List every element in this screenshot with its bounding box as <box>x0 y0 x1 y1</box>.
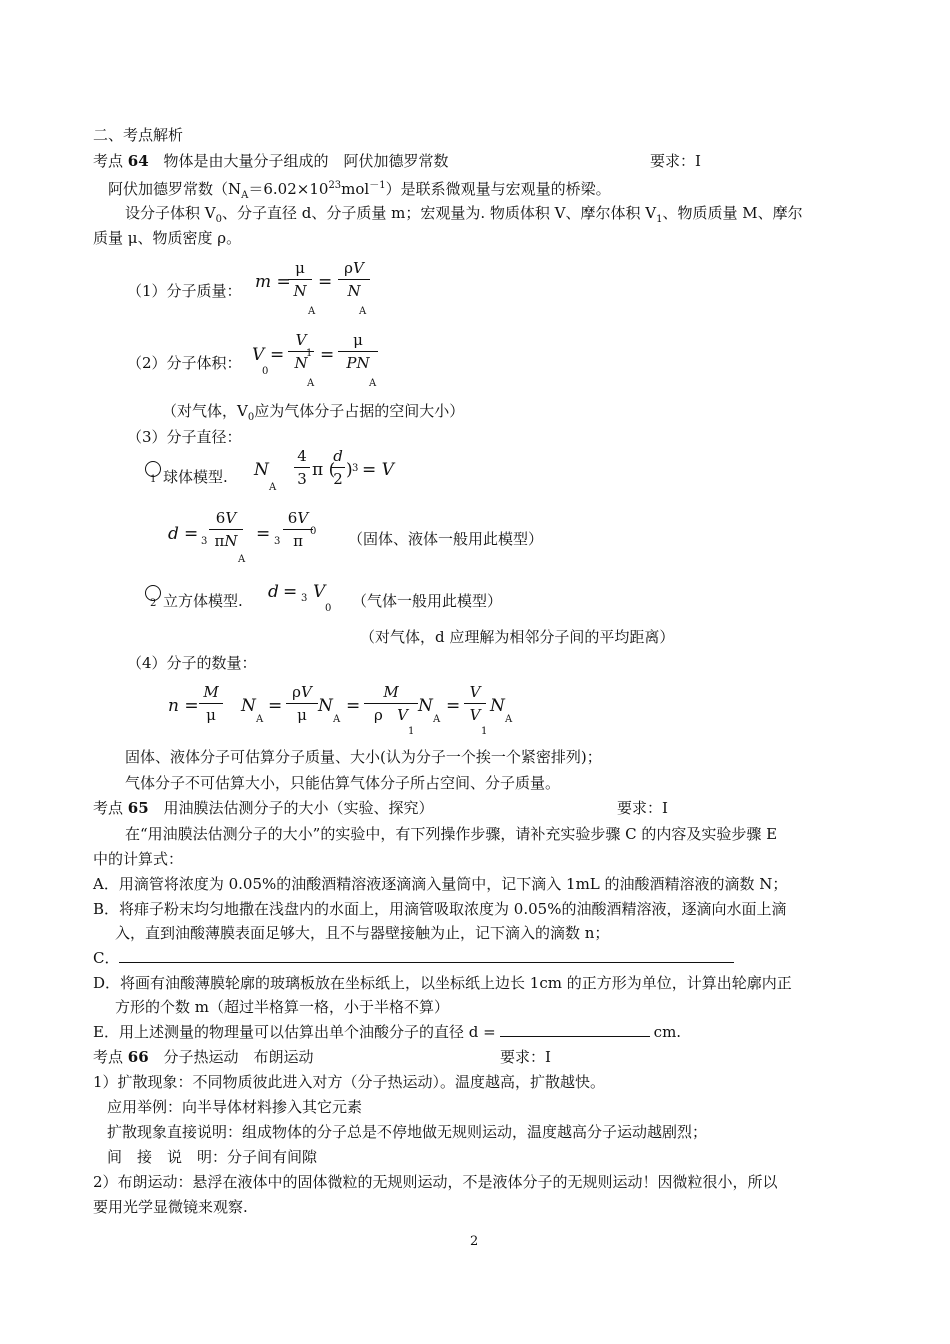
diffusion-definition: 1）扩散现象：不同物质彼此进入对方（分子热运动）。温度越高，扩散越快。 <box>93 1073 606 1091</box>
formula-v0: V <box>252 345 265 365</box>
k64-intro: 阿伏加德罗常数$(N_A=6.02\times 10^{23}mol^{-1})$是联系微观量与宏观量的桥梁。 <box>108 180 611 201</box>
brownian-definition: 2）布朗运动：悬浮在液体中的固体微粒的无规则运动，不是液体分子的无规则运动！因微粒很小，所以 <box>93 1173 778 1191</box>
frac-mu-over-na: μ N <box>288 258 312 301</box>
frac-6v-over-pina: 6V πN <box>209 508 243 551</box>
k66-requirement: 要求：Ⅰ <box>500 1048 551 1066</box>
k64-requirement: 要求：Ⅰ <box>650 152 701 170</box>
sphere-model-label: 球体模型. <box>163 468 228 486</box>
item-molecule-count: （4）分子的数量： <box>127 654 257 672</box>
gas-note: 气体分子不可估算大小，只能估算气体分子所占空间、分子质量。 <box>125 774 561 792</box>
frac-m-over-mu: M μ <box>199 682 223 725</box>
step-c: C． <box>93 947 734 968</box>
frac-d-over-2: d 2 <box>331 446 345 489</box>
cube-model-note: （气体一般用此模型） <box>352 592 503 610</box>
frac-mu-over-pna: μ PN <box>338 330 378 373</box>
step-b-cont: 入，直到油酸薄膜表面足够大，且不与器壁接触为止，记下滴入的滴数 n； <box>115 924 610 942</box>
cube-model-label: 立方体模型. <box>163 592 243 610</box>
solid-liquid-note: 固体、液体分子可估算分子质量、大小(认为分子一个挨一个紧密排列)； <box>125 748 602 766</box>
cube-gas-note: （对气体，d 应理解为相邻分子间的平均距离） <box>360 628 675 646</box>
section-title: 二、考点解析 <box>93 126 184 144</box>
diffusion-indirect: 间 接 说 明：分子间有间隙 <box>107 1148 318 1166</box>
k65-header: 考点 65 用油膜法估测分子的大小（实验、探究） <box>93 799 434 817</box>
step-e: E．用上述测量的物理量可以估算出单个油酸分子的直径 d = cm. <box>93 1023 682 1041</box>
step-d: D．将画有油酸薄膜轮廓的玻璃板放在坐标纸上，以坐标纸上边长 1cm 的正方形为单位，计算出轮廓内正 <box>93 974 792 992</box>
k64-definitions: 设分子体积 $V_0$、分子直径 d、分子质量 m；宏观量为. 物质体积 V、摩尔体积 $V_1$、物质质量 M、摩尔 <box>125 204 803 225</box>
frac-v-over-v1: V V <box>464 682 486 725</box>
step-c-blank[interactable] <box>119 948 734 963</box>
step-d-cont: 方形的个数 m（超过半格算一格，小于半格不算） <box>115 998 449 1016</box>
item-molecular-mass: （1）分子质量： <box>127 282 242 300</box>
k64-header <box>93 150 448 171</box>
sphere-model-note: （固体、液体一般用此模型） <box>348 530 544 548</box>
frac-m-over-rhov1: M ρ V <box>364 682 418 725</box>
frac-rhov-over-na: ρV N <box>338 258 370 301</box>
frac-four-thirds: 4 3 <box>294 446 310 489</box>
step-e-blank[interactable] <box>500 1022 650 1037</box>
k64-label: 考点 <box>93 152 124 170</box>
k65-intro: 在“用油膜法估测分子的大小”的实验中，有下列操作步骤，请补充实验步骤 C 的内容及实验步骤 E <box>125 825 778 843</box>
page-number: 2 <box>470 1234 479 1249</box>
item-molecular-diameter: （3）分子直径： <box>127 428 242 446</box>
k65-requirement: 要求：Ⅰ <box>617 799 668 817</box>
frac-6v0-over-pi: 6V π <box>283 508 313 551</box>
diffusion-application: 应用举例：向半导体材料掺入其它元素 <box>107 1098 363 1116</box>
brownian-definition-cont: 要用光学显微镜来观察. <box>93 1198 248 1216</box>
k65-intro-cont: 中的计算式： <box>93 850 184 868</box>
gas-volume-note: （对气体，$V_0$应为气体分子占据的空间大小） <box>162 402 465 423</box>
step-b: B．将痱子粉末均匀地撒在浅盘内的水面上，用滴管吸取浓度为 0.05%的油酸酒精溶液，逐滴向水面上滴 <box>93 900 787 918</box>
k66-header: 考点 66 分子热运动 布朗运动 <box>93 1048 314 1066</box>
formula-n: n = <box>168 696 199 716</box>
item-molecular-volume: （2）分子体积： <box>127 354 242 372</box>
formula-m: m = <box>255 272 291 292</box>
frac-rhov-over-mu: ρV μ <box>286 682 318 725</box>
frac-v1-over-na: V N <box>288 330 314 373</box>
formula-d-sphere: d <box>168 524 179 544</box>
k64-num: 64 <box>127 152 149 170</box>
formula-d-cube: d <box>268 582 279 602</box>
diffusion-direct: 扩散现象直接说明：组成物体的分子总是不停地做无规则运动，温度越高分子运动越剧烈； <box>107 1123 708 1141</box>
k64-title: 物体是由大量分子组成的 阿伏加德罗常数 <box>163 152 449 170</box>
step-a: A．用滴管将浓度为 0.05%的油酸酒精溶液逐滴滴入量筒中，记下滴入 1mL 的油酸酒精溶液的滴数 N； <box>93 875 788 893</box>
k64-definitions-cont: 质量 μ、物质密度 ρ。 <box>93 229 242 247</box>
